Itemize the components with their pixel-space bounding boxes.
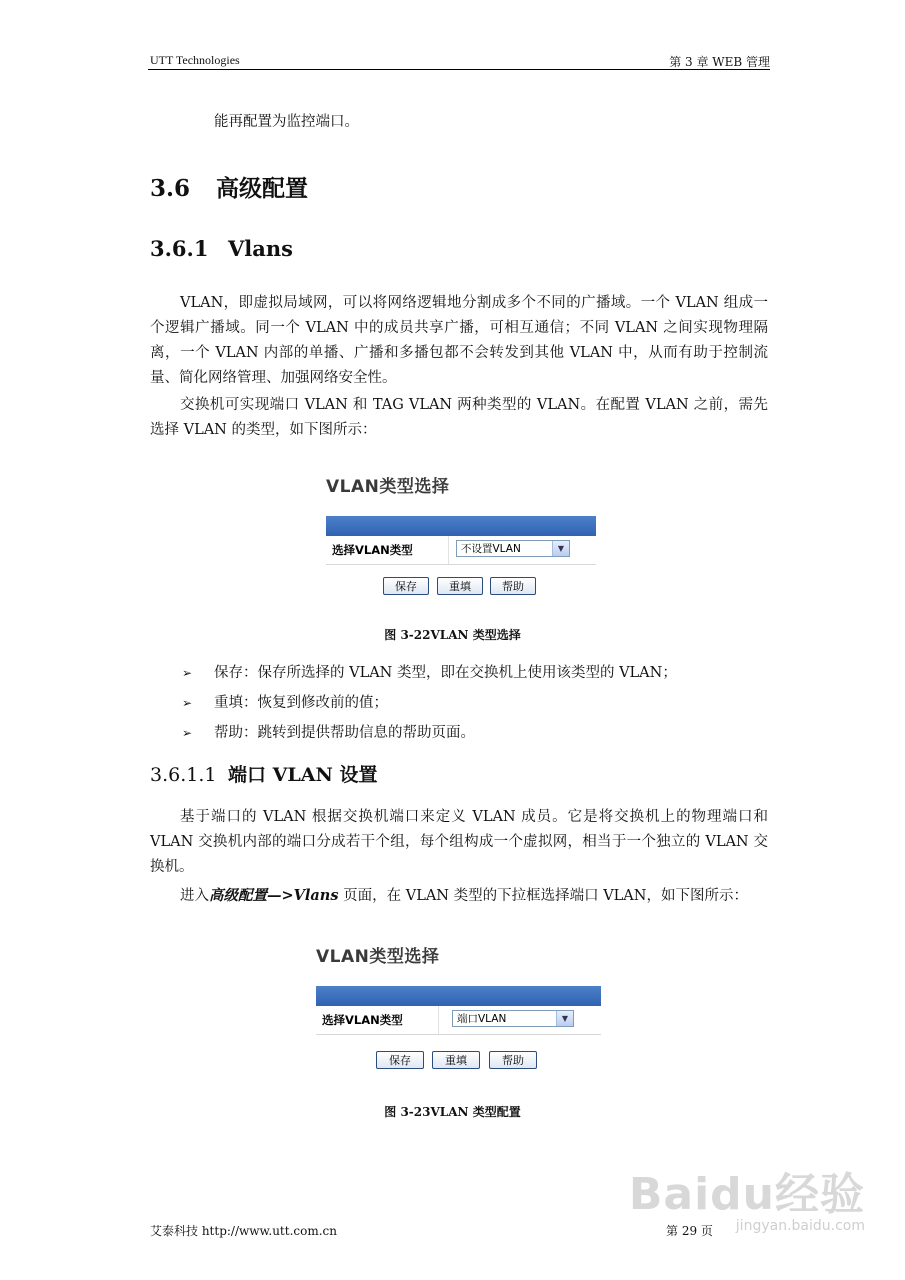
vlan-type-select[interactable]: [456, 540, 570, 557]
footer-left: 艾泰科技 http://www.utt.com.cn: [150, 1224, 337, 1238]
vlan-type-row: [326, 536, 596, 565]
subsection-heading: [150, 236, 293, 261]
section-number: 3.6: [150, 175, 191, 202]
vlan-type-select-value: 不设置VLAN: [461, 543, 521, 555]
watermark-url: jingyan.baidu.com: [735, 1218, 865, 1234]
subsubsection-number: 3.6.1.1: [150, 764, 217, 786]
panel-header-bar: [326, 516, 596, 536]
reset-button[interactable]: 重填: [437, 577, 483, 595]
intro-paragraph: VLAN，即虚拟局域网，可以将网络逻辑地分割成多个不同的广播域。一个 VLAN 组成一个逻辑广播域。同一个 VLAN 中的成员共享广播，可相互通信；不同 VLAN 之间实现物理隔离，一个 VLAN 内部的单播、广播和多播包都不会转发到其他 VLAN 中，从而有助于控制流量、简化网络管理、加强网络安全性。: [150, 295, 768, 386]
chevron-down-icon[interactable]: ▼: [556, 1011, 573, 1026]
vlan-type-label: 选择VLAN类型: [322, 1013, 403, 1027]
help-button[interactable]: 帮助: [489, 1051, 537, 1069]
nav-path: 高级配置—>Vlans: [209, 887, 339, 904]
port-paragraph: 基于端口的 VLAN 根据交换机端口来定义 VLAN 成员。它是将交换机上的物理端口和 VLAN 交换机内部的端口分成若干个组，每个组构成一个虚拟网，相当于一个独立的 VLAN 交换机。: [150, 809, 768, 875]
subsection-number: 3.6.1: [150, 236, 209, 261]
bullet-item: [182, 691, 388, 712]
header-chapter: 第 3 章 WEB 管理: [669, 55, 770, 69]
bullet-item: [182, 661, 677, 682]
bullet-text: 保存：保存所选择的 VLAN 类型，即在交换机上使用该类型的 VLAN；: [214, 665, 677, 681]
baidu-logo: Baidu经验: [628, 1169, 865, 1220]
baidu-watermark: [629, 1158, 865, 1234]
nav-suffix: 页面，在 VLAN 类型的下拉框选择端口 VLAN，如下图所示：: [338, 888, 748, 904]
nav-prefix: 进入: [180, 888, 209, 904]
subsection-title: Vlans: [228, 236, 293, 261]
figure-caption-1: 图 3-22VLAN 类型选择: [384, 628, 521, 642]
bullet-arrow-icon: ➢: [182, 666, 193, 680]
continued-text: 能再配置为监控端口。: [214, 114, 359, 130]
panel-title: VLAN类型选择: [316, 947, 440, 967]
panel-title: VLAN类型选择: [326, 477, 450, 497]
panel-header-bar: [316, 986, 601, 1006]
save-button[interactable]: 保存: [383, 577, 429, 595]
figure-caption-2: 图 3-23VLAN 类型配置: [384, 1105, 521, 1119]
help-button[interactable]: 帮助: [490, 577, 536, 595]
bullet-text: 重填：恢复到修改前的值；: [214, 695, 388, 711]
reset-button[interactable]: 重填: [432, 1051, 480, 1069]
subsubsection-heading: [150, 760, 377, 787]
save-button[interactable]: 保存: [376, 1051, 424, 1069]
subsubsection-title: 端口 VLAN 设置: [228, 764, 378, 786]
bullet-arrow-icon: ➢: [182, 696, 193, 710]
page-number: 第 29 页: [666, 1224, 713, 1238]
bullet-item: [182, 721, 475, 742]
vlan-type-select[interactable]: [452, 1010, 574, 1027]
chevron-down-icon[interactable]: ▼: [552, 541, 569, 556]
row-divider: [448, 536, 449, 564]
vlan-type-label: 选择VLAN类型: [332, 543, 413, 557]
bullet-arrow-icon: ➢: [182, 726, 193, 740]
header-rule: [148, 69, 770, 70]
vlan-type-row: [316, 1006, 601, 1035]
section-title: 高级配置: [216, 175, 308, 202]
row-divider: [438, 1006, 439, 1034]
nav-paragraph: [150, 883, 768, 909]
vlan-type-select-value: 端口VLAN: [457, 1013, 507, 1025]
vlan-type-panel-2: [316, 942, 604, 1072]
header-company: UTT Technologies: [150, 53, 240, 67]
bullet-text: 帮助：跳转到提供帮助信息的帮助页面。: [214, 725, 475, 741]
section-heading: [150, 170, 308, 203]
vlan-type-panel-1: [326, 472, 598, 602]
type-paragraph: 交换机可实现端口 VLAN 和 TAG VLAN 两种类型的 VLAN。在配置 VLAN 之前，需先选择 VLAN 的类型，如下图所示：: [150, 397, 768, 438]
